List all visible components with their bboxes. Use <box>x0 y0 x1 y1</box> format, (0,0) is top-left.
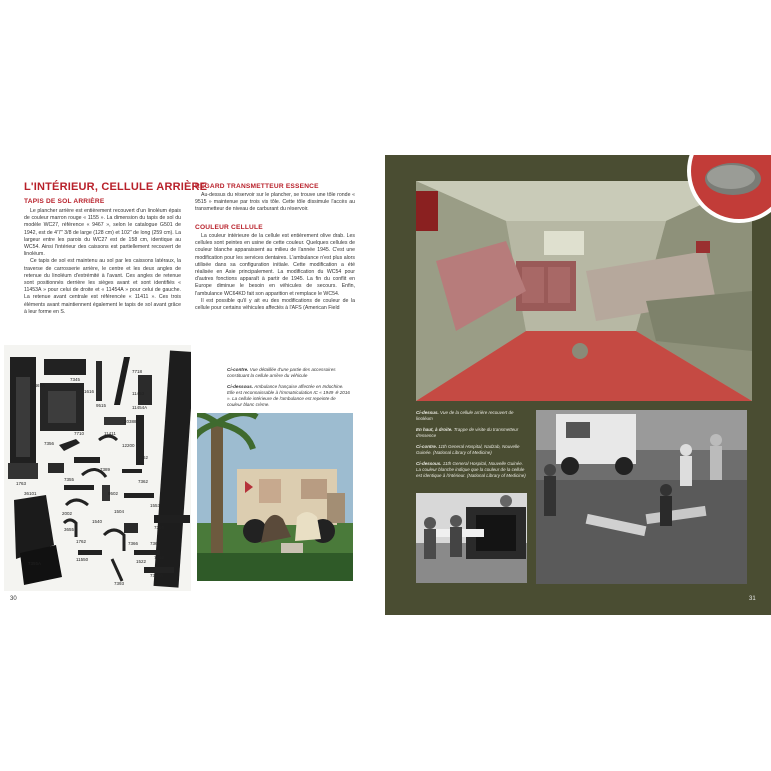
loading-patient-photo <box>416 493 527 583</box>
loading-illustration <box>416 493 527 583</box>
indochina-ambulance-photo <box>197 413 353 581</box>
part-label: 7345 <box>70 377 81 382</box>
fuel-sender-hatch-inset <box>681 155 771 223</box>
part-label: 7362 <box>138 455 149 460</box>
part-label: 11550 <box>76 557 89 562</box>
part-label: 20388 <box>124 419 137 424</box>
page-number-left: 30 <box>10 596 17 602</box>
page-title: L'INTÉRIEUR, CELLULE ARRIÈRE <box>24 181 208 193</box>
part-label: 12200 <box>122 443 135 448</box>
part-label: 7367 <box>150 541 161 546</box>
accessories-illustration <box>4 345 191 591</box>
sender-paragraph: Au-dessus du réservoir sur le plancher, se trouve une tôle ronde « 9515 » maintenue par trois vis tôle. Cette tôle dissimule l'accès au transmetteur de niveau de carburant du réservoir. <box>195 192 355 213</box>
caption-indochina: Ci-dessous. Ambulance française affectée en Indochine. Elle est reconnaissable à l'immatriculation IC « 1949 ※ 2016 ». La cellule intérieure de l'ambulance est repeinte de couleur blanc crème. <box>227 384 350 407</box>
caption-hatch: En haut, à droite. Trappe de visite du transmetteur d'essence <box>416 427 519 438</box>
part-label: 7362 <box>138 479 149 484</box>
part-label: 1553 <box>150 503 161 508</box>
caption-interior: Ci-dessus. Vue de la cellule arrière recouvert de linoléum <box>416 410 514 421</box>
floor-paragraph: Ce tapis de sol est maintenu au sol par les caissons latéraux, la traverse de carrosserie arrière, le centre et les deux angles de retenue du linoléum d'extrémité à l'avant. Ces angles de retenue sont positionnés derrière les sièges avant et sont identifiés « 11453A » pour celui de droite et « 11454A » pour celui de gauche. La retenue avant centrale est référencée « 11411 ». Ces trois éléments avant maintiennent également le tapis de sol avant grâce à leur forme en S. <box>24 258 181 315</box>
caption-nadzab: Ci-contre. 11th General Hospital, Nadzab, Nouvelle Guinée. (National Library of Medicine) <box>416 444 520 455</box>
part-label: 1522 <box>136 559 147 564</box>
part-label: 2002 <box>62 511 73 516</box>
caption-accessories: Ci-contre. Vue détaillée d'une partie des accessoires constituant la cellule arrière du véhicule <box>227 367 336 378</box>
part-label: 9502 <box>108 491 119 496</box>
part-label: 7369 <box>154 525 165 530</box>
part-label: 7389 <box>100 467 111 472</box>
stretchers-illustration <box>536 410 747 584</box>
accessories-photo <box>4 345 191 591</box>
part-label: 7368 <box>154 555 165 560</box>
part-label: 11454A <box>132 405 148 410</box>
color-paragraph: La couleur intérieure de la cellule est entièrement olive drab. Les cellules sont peintes en usine de cette couleur. Quelques cellules de couleur blanche apparaissent au milieu de l'année 1945. C'est une modification pour les services dentaires. L'ambulance n'est plus alors utilisée dans sa configuration initiale. Cette modification a été réalisée en Asie principalement. La modification du WC54 pour d'autres fonctions apparaît à partir de 1945. La fin du conflit en Europe diminue le besoin en véhicules de secours. Enfin, l'ambulance WC64KD fait son apparition et remplace le WC54. <box>195 233 355 297</box>
right-page <box>385 155 771 615</box>
sender-heading: REGARD TRANSMETTEUR ESSENCE <box>195 183 319 190</box>
part-label: 7356A <box>150 573 164 578</box>
part-label: 36101 <box>24 491 37 496</box>
part-label: 9467A <box>32 383 46 388</box>
part-label: 7366 <box>128 541 139 546</box>
left-page <box>0 155 385 615</box>
part-label: 1540 <box>92 519 103 524</box>
page-number-right: 31 <box>749 596 756 602</box>
caption-new-guinea: Ci-dessous. 11th General Hospital, Nouvelle Guinée. La couleur blanche indique que la couleur de la cellule est identique à l'intérieur. (National Library of Medicine) <box>416 461 526 478</box>
floor-text <box>24 208 181 316</box>
part-label: 7710 <box>74 431 85 436</box>
right-captions <box>416 410 528 484</box>
color-paragraph: Il est possible qu'il y ait eu des modifications de couleur de la cellule pour certains véhicules affectés à l'AFS (American Field <box>195 297 355 312</box>
part-label: 11411 <box>104 431 116 436</box>
part-label: 9515 <box>96 403 107 408</box>
part-label: 1763 <box>16 481 27 486</box>
part-label: 11453 <box>132 391 145 396</box>
part-label: 1504 <box>114 509 125 514</box>
color-heading: COULEUR CELLULE <box>195 224 263 231</box>
part-label: 3655 <box>64 527 75 532</box>
sender-text <box>195 192 355 214</box>
part-label: 7718 <box>132 369 143 374</box>
part-label: 7356 <box>44 441 55 446</box>
part-label: 7355 <box>64 477 75 482</box>
color-text <box>195 233 355 312</box>
part-label: 7393 <box>114 581 125 586</box>
part-label: 1616 <box>84 389 95 394</box>
part-label: 1762 <box>76 539 87 544</box>
hatch-illustration <box>681 155 771 223</box>
part-label: 7355A <box>28 561 42 566</box>
left-captions <box>227 367 351 413</box>
floor-heading: TAPIS DE SOL ARRIÈRE <box>24 198 105 205</box>
indochina-illustration <box>197 413 353 581</box>
floor-paragraph: Le plancher arrière est entièrement recouvert d'un linoléum épais de couleur marron rouge « 1155 ». La dimension du tapis de sol du modèle WC27, référence « 9467 », selon le catalogue G501 de 1942, est de 4'7" 3/8 de large (128 cm) et 102" de long (259 cm). La largeur entre les parois du WC27 est de 158 cm, identique au WC54. Ainsi l'intérieur des caissons est partiellement recouvert de linoléum. <box>24 208 181 258</box>
stretchers-photo <box>536 410 747 584</box>
